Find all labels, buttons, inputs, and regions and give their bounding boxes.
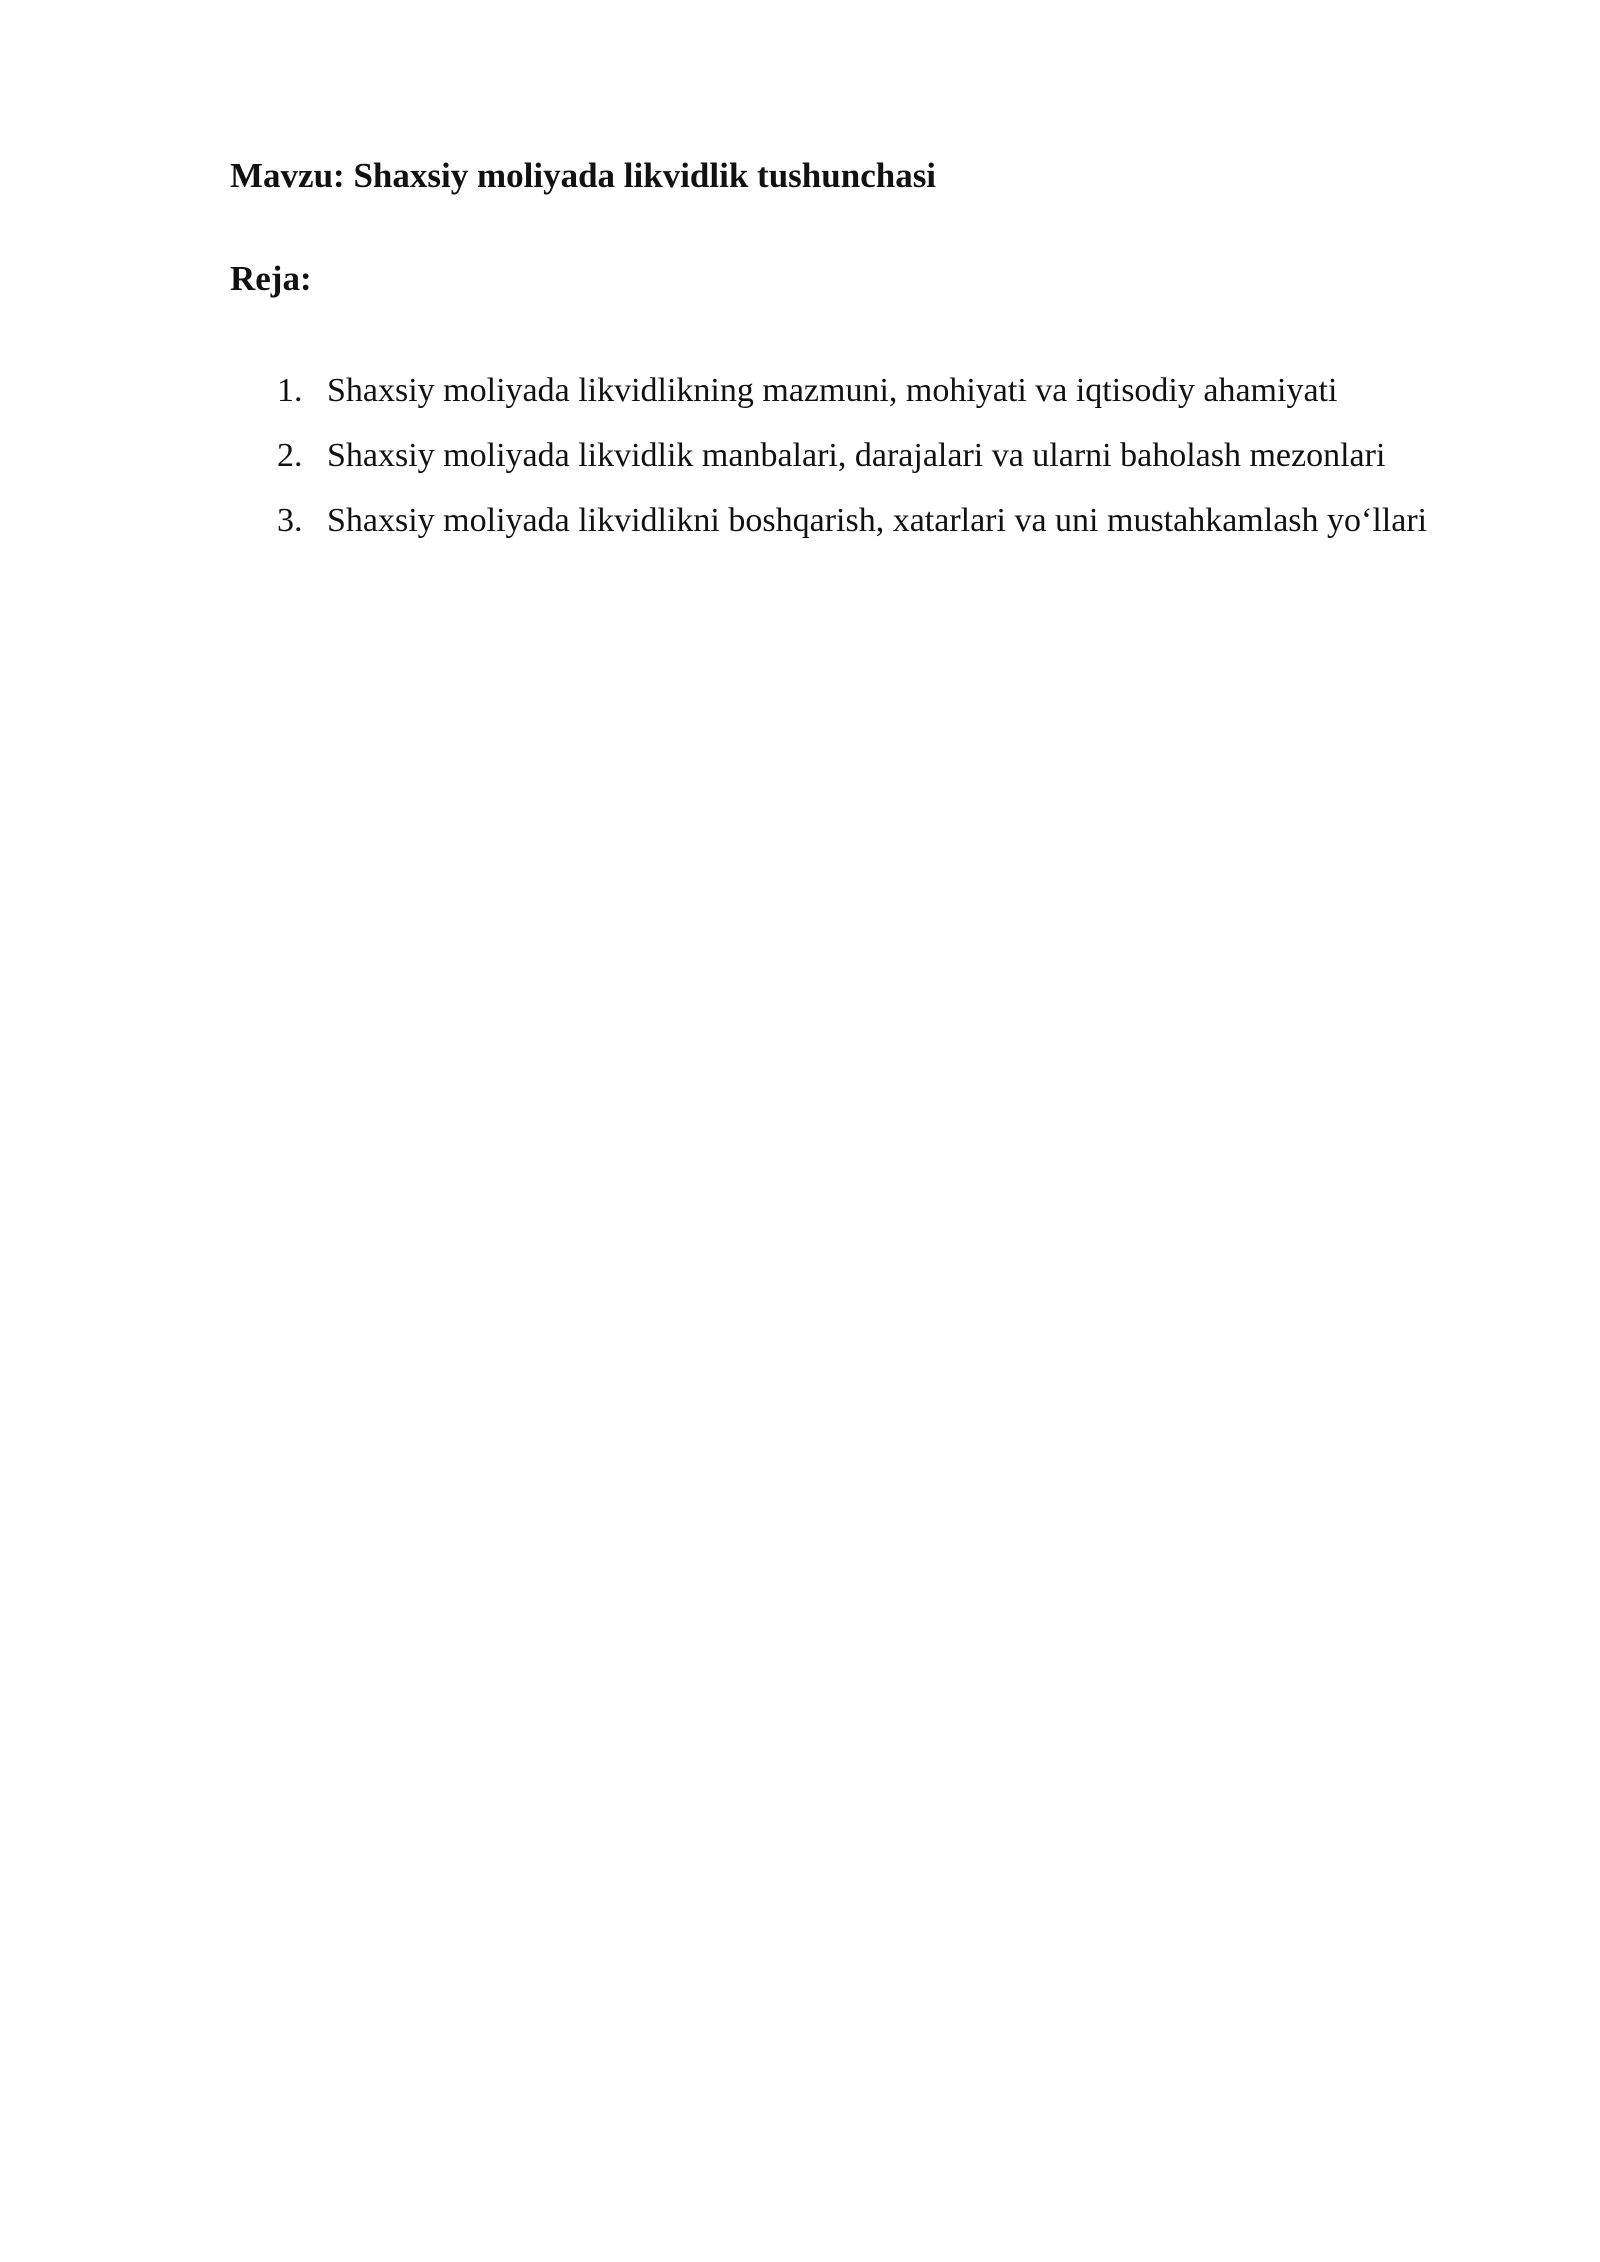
plan-item-1	[230, 358, 1500, 423]
plan-heading: Reja:	[230, 259, 312, 298]
plan-item-text: Shaxsiy moliyada likvidlik manbalari, darajalari va ularni baholash mezonlari	[327, 437, 1386, 474]
document-title: Mavzu: Shaxsiy moliyada likvidlik tushunchasi	[230, 156, 937, 195]
plan-item-text: Shaxsiy moliyada likvidlikni boshqarish, xatarlari va uni mustahkamlash yo‘llari	[327, 502, 1428, 539]
plan-list	[230, 358, 1500, 553]
plan-item-number: 3.	[277, 502, 303, 539]
plan-item-text: Shaxsiy moliyada likvidlikning mazmuni, mohiyati va iqtisodiy ahamiyati	[327, 372, 1338, 409]
plan-item-number: 2.	[277, 437, 303, 474]
plan-item-3	[230, 488, 1500, 553]
plan-item-number: 1.	[277, 372, 303, 409]
plan-item-2	[230, 423, 1500, 488]
